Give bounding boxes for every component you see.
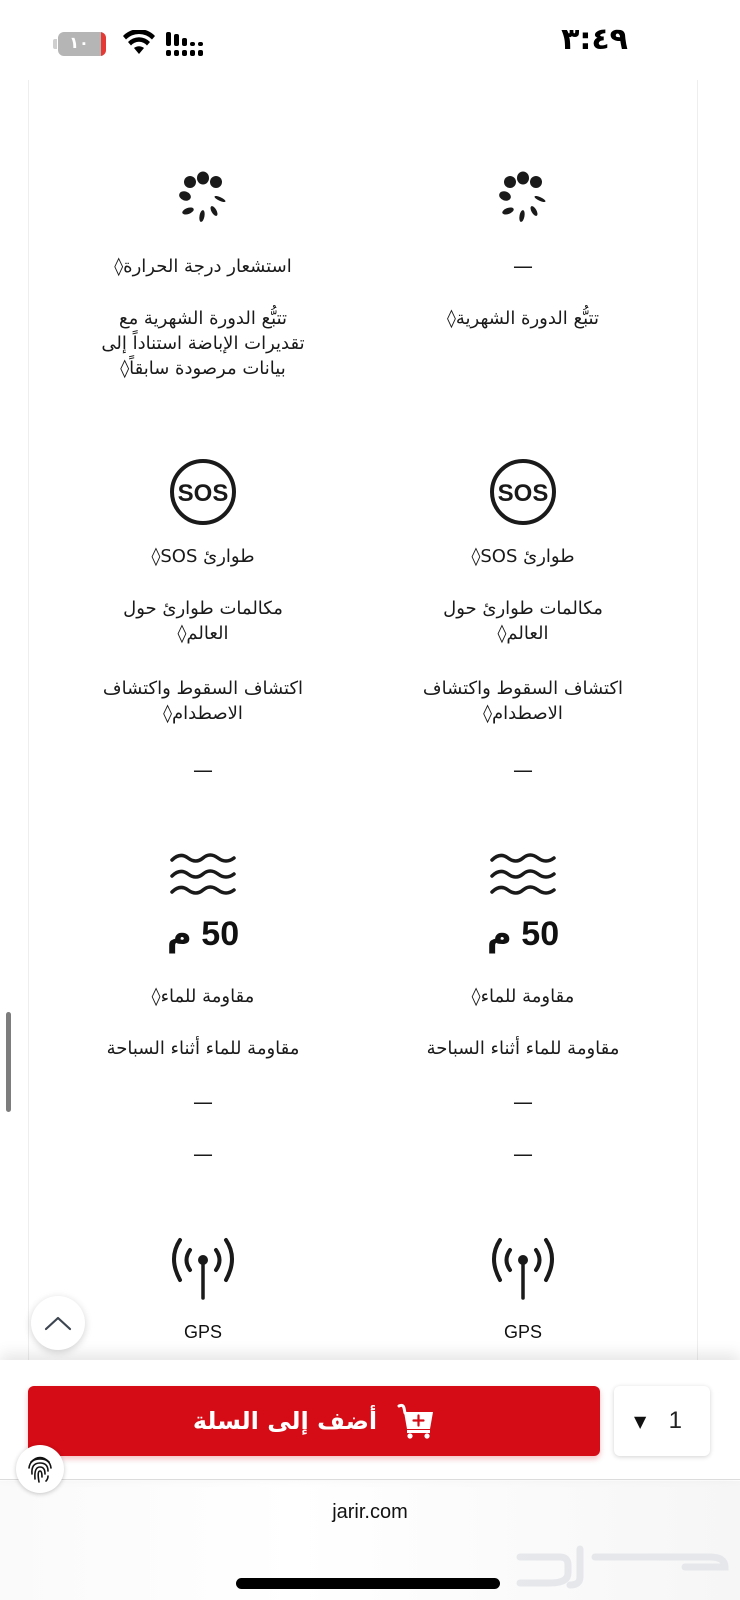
add-to-cart-button[interactable] <box>28 1386 600 1456</box>
not-available-dash: — <box>513 1142 533 1166</box>
haraj-watermark-logo <box>510 1543 735 1593</box>
battery-cap <box>53 39 57 49</box>
gps-antenna-icon <box>168 1236 238 1302</box>
water-resistant-label: مقاومة للماء◊ <box>471 986 575 1007</box>
status-time: ٣:٤٩ <box>561 22 628 57</box>
browser-url[interactable]: jarir.com <box>332 1501 408 1523</box>
signal-icon <box>166 30 206 58</box>
not-available-dash: — <box>513 758 533 782</box>
cart-add-icon <box>397 1403 435 1439</box>
not-available-dash: — <box>513 254 533 278</box>
quantity-value: 1 <box>668 1407 682 1434</box>
back-to-top-button[interactable] <box>31 1296 85 1350</box>
gps-label: GPS <box>184 1322 223 1342</box>
sos-icon <box>489 458 557 526</box>
not-available-dash: — <box>193 758 213 782</box>
intl-emergency-calls-label: مكالمات طوارئ حول العالم◊ <box>123 598 283 644</box>
svg-text:SOS: SOS <box>177 480 229 507</box>
compare-column-left <box>43 62 363 1362</box>
water-resistant-label: مقاومة للماء◊ <box>151 986 255 1007</box>
battery-level-indicator <box>101 32 106 56</box>
compare-panel <box>28 62 698 1362</box>
temperature-sensing-label: استشعار درجة الحرارة◊ <box>114 256 292 277</box>
chevron-up-icon <box>44 1315 72 1331</box>
water-waves-icon <box>170 852 236 902</box>
temperature-sensor-icon <box>170 168 236 234</box>
status-bar <box>0 0 740 80</box>
scrollbar[interactable] <box>6 1012 11 1112</box>
cycle-tracking-label: تتبُّع الدورة الشهرية◊ <box>447 308 599 329</box>
sos-icon <box>169 458 237 526</box>
compare-column-right <box>363 62 683 1362</box>
dropdown-arrow-icon: ▼ <box>634 1411 647 1431</box>
gps-antenna-icon <box>488 1236 558 1302</box>
not-available-dash: — <box>513 1090 533 1114</box>
home-indicator[interactable] <box>236 1578 500 1589</box>
fall-crash-detection-label: اكتشاف السقوط واكتشاف الاصطدام◊ <box>422 678 624 724</box>
sos-label: طوارئ SOS◊ <box>151 546 255 567</box>
fall-crash-detection-label: اكتشاف السقوط واكتشاف الاصطدام◊ <box>102 678 304 724</box>
gps-label: GPS <box>504 1322 543 1342</box>
not-available-dash: — <box>193 1090 213 1114</box>
fingerprint-icon <box>26 1454 54 1484</box>
cycle-tracking-label: تتبُّع الدورة الشهرية مع تقديرات الإباضة استناداً إلى بيانات مرصودة سابقاً◊ <box>101 308 305 379</box>
water-waves-icon <box>490 852 556 902</box>
fingerprint-button[interactable] <box>16 1445 64 1493</box>
temperature-sensor-icon <box>490 168 556 234</box>
browser-footer <box>0 1481 740 1600</box>
add-to-cart-bar <box>0 1360 740 1480</box>
swim-proof-label: مقاومة للماء أثناء السباحة <box>426 1038 620 1059</box>
water-depth-rating: 50 م <box>486 915 560 953</box>
not-available-dash: — <box>193 1142 213 1166</box>
quantity-select[interactable] <box>614 1386 710 1456</box>
water-depth-rating: 50 م <box>166 915 240 953</box>
svg-text:SOS: SOS <box>497 480 549 507</box>
intl-emergency-calls-label: مكالمات طوارئ حول العالم◊ <box>443 598 603 644</box>
wifi-icon <box>122 30 156 56</box>
sos-label: طوارئ SOS◊ <box>471 546 575 567</box>
battery-level: ١٠ <box>69 33 89 52</box>
battery-icon <box>58 32 106 56</box>
swim-proof-label: مقاومة للماء أثناء السباحة <box>106 1038 300 1059</box>
add-to-cart-label: أضف إلى السلة <box>192 1407 378 1435</box>
